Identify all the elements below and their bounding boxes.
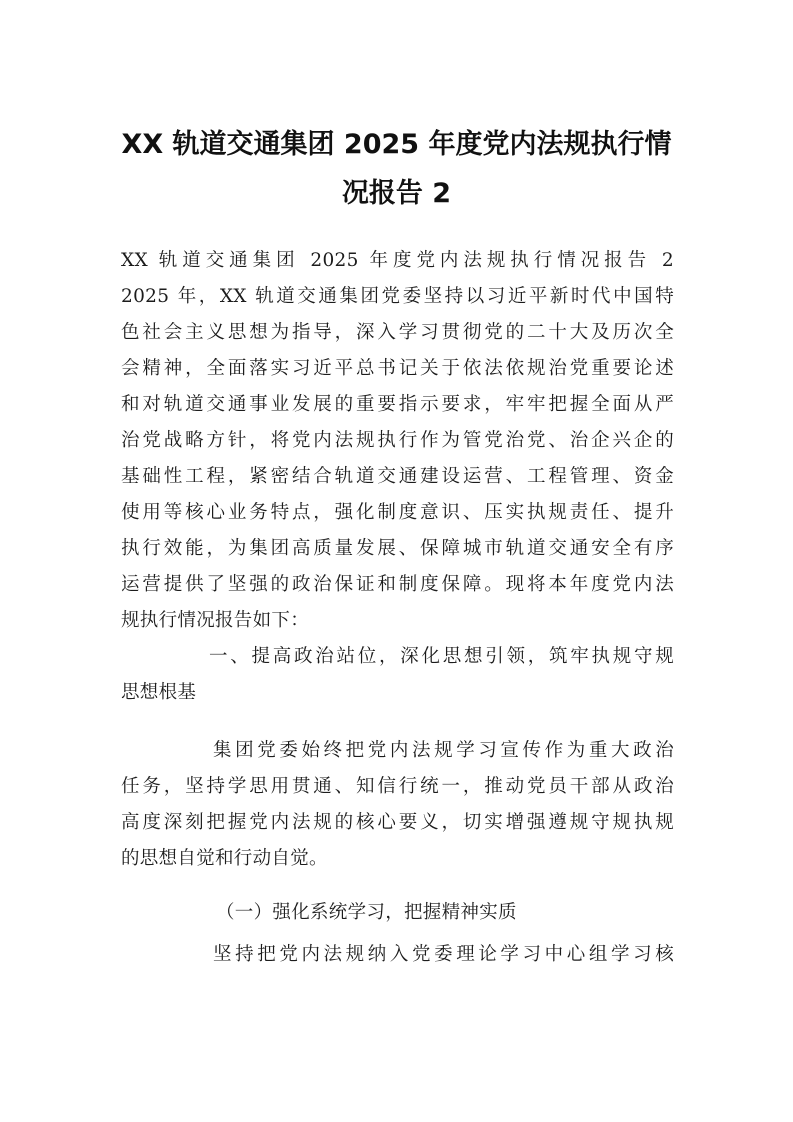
body-line: 高度深刻把握党内法规的核心要义，切实增强遵规守规执规 <box>121 812 674 833</box>
section-heading-1-cont: 思想根基 <box>121 682 197 703</box>
body-line: 运营提供了坚强的政治保证和制度保障。现将本年度党内法 <box>121 574 674 595</box>
body-line: 2025 年，XX 轨道交通集团党委坚持以习近平新时代中国特 <box>121 286 674 307</box>
body-line: 规执行情况报告如下： <box>121 610 310 631</box>
body-line: 坚持把党内法规纳入党委理论学习中心组学习核 <box>213 944 674 965</box>
body-line: 任务，坚持学思用贯通、知信行统一，推动党员干部从政治 <box>121 776 674 797</box>
body-line-subtitle: XX 轨道交通集团 2025 年度党内法规执行情况报告 2 <box>121 250 674 271</box>
body-line: 集团党委始终把党内法规学习宣传作为重大政治 <box>213 740 674 761</box>
body-line: 治党战略方针，将党内法规执行作为管党治党、治企兴企的 <box>121 430 674 451</box>
body-line: 色社会主义思想为指导，深入学习贯彻党的二十大及历次全 <box>121 322 674 343</box>
section-heading-1: 一、提高政治站位，深化思想引领，筑牢执规守规 <box>209 646 674 667</box>
subsection-heading-1: （一）强化系统学习，把握精神实质 <box>216 902 517 923</box>
body-line: 执行效能，为集团高质量发展、保障城市轨道交通安全有序 <box>121 538 674 559</box>
document-title-line-1: XX 轨道交通集团 2025 年度党内法规执行情 <box>121 129 672 160</box>
document-title-line-2: 况报告 2 <box>341 178 452 209</box>
body-line: 会精神，全面落实习近平总书记关于依法依规治党重要论述 <box>121 358 674 379</box>
body-line: 使用等核心业务特点，强化制度意识、压实执规责任、提升 <box>121 502 674 523</box>
body-line: 和对轨道交通事业发展的重要指示要求，牢牢把握全面从严 <box>121 394 674 415</box>
body-line: 的思想自觉和行动自觉。 <box>121 848 328 869</box>
body-line: 基础性工程，紧密结合轨道交通建设运营、工程管理、资金 <box>121 466 674 487</box>
